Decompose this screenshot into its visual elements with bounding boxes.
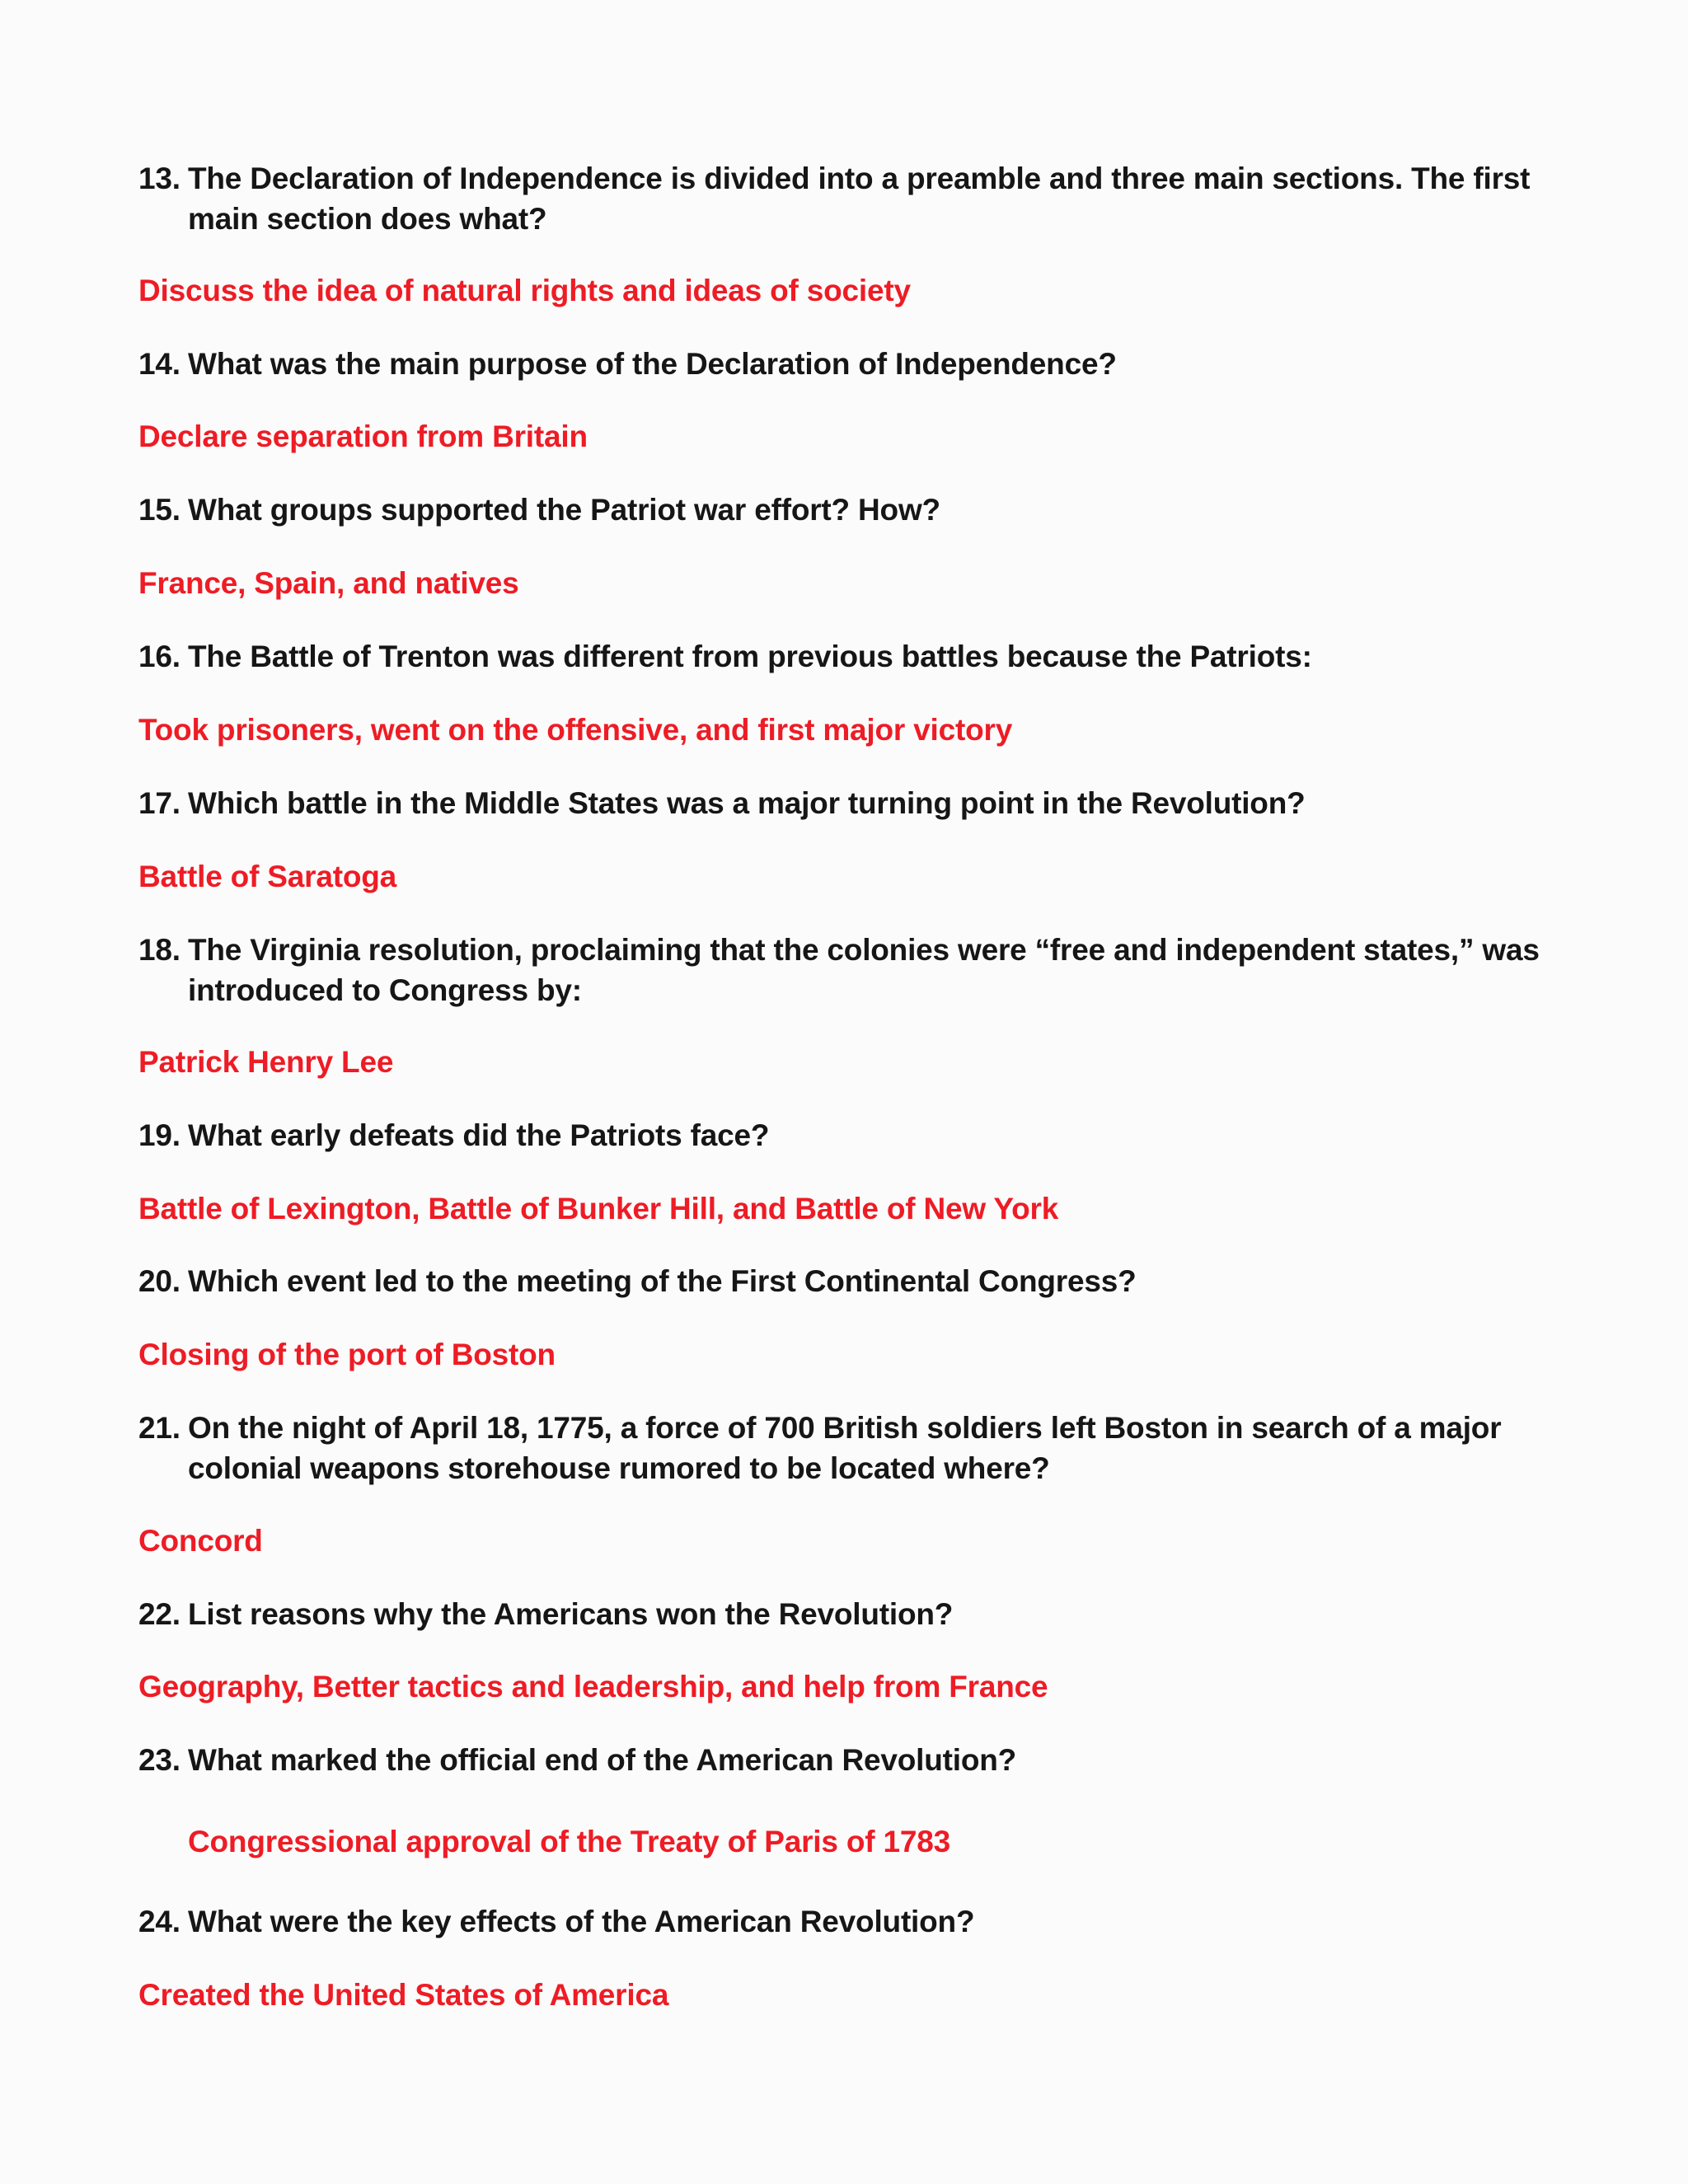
- question-text: On the night of April 18, 1775, a force of 700 British soldiers left Boston in search of a major colonial weapons storehouse rumored to be located where?: [188, 1411, 1502, 1485]
- question-number: 18.: [138, 933, 181, 967]
- question-text: The Virginia resolution, proclaiming that the colonies were “free and independent states,” was introduced to Congress by:: [188, 933, 1540, 1007]
- question-16: [138, 636, 1573, 677]
- question-20: [138, 1261, 1573, 1301]
- question-text: What early defeats did the Patriots face?: [188, 1118, 770, 1152]
- question-number: 21.: [138, 1411, 181, 1445]
- question-number: 24.: [138, 1905, 181, 1938]
- question-19: [138, 1115, 1573, 1155]
- question-number: 13.: [138, 162, 181, 195]
- question-13: [138, 158, 1573, 239]
- question-18: [138, 930, 1573, 1010]
- answer-15: France, Spain, and natives: [138, 566, 519, 600]
- answer-23: Congressional approval of the Treaty of Paris of 1783: [188, 1825, 950, 1858]
- answer-18: Patrick Henry Lee: [138, 1045, 394, 1079]
- answer-20: Closing of the port of Boston: [138, 1338, 556, 1371]
- question-number: 19.: [138, 1118, 181, 1152]
- question-text: What were the key effects of the American Revolution?: [188, 1905, 975, 1938]
- question-number: 22.: [138, 1597, 181, 1631]
- question-text: The Declaration of Independence is divided into a preamble and three main sections. The first main section does what?: [188, 162, 1531, 236]
- answer-16: Took prisoners, went on the offensive, and first major victory: [138, 713, 1013, 747]
- question-number: 14.: [138, 347, 181, 381]
- question-text: List reasons why the Americans won the Revolution?: [188, 1597, 954, 1631]
- answer-21: Concord: [138, 1524, 263, 1558]
- answer-19: Battle of Lexington, Battle of Bunker Hill, and Battle of New York: [138, 1192, 1059, 1226]
- question-number: 20.: [138, 1264, 181, 1298]
- question-text: Which battle in the Middle States was a major turning point in the Revolution?: [188, 786, 1306, 820]
- question-number: 15.: [138, 493, 181, 527]
- question-text: What was the main purpose of the Declaration of Independence?: [188, 347, 1117, 381]
- question-text: The Battle of Trenton was different from previous battles because the Patriots:: [188, 640, 1312, 673]
- question-text: What marked the official end of the American Revolution?: [188, 1743, 1017, 1777]
- answer-14: Declare separation from Britain: [138, 419, 588, 453]
- answer-24: Created the United States of America: [138, 1978, 669, 2012]
- question-23: [138, 1740, 1573, 1780]
- question-text: Which event led to the meeting of the First Continental Congress?: [188, 1264, 1137, 1298]
- question-22: [138, 1594, 1573, 1634]
- question-number: 16.: [138, 640, 181, 673]
- answer-13: Discuss the idea of natural rights and ideas of society: [138, 274, 911, 307]
- question-number: 23.: [138, 1743, 181, 1777]
- question-text: What groups supported the Patriot war effort? How?: [188, 493, 940, 527]
- question-15: [138, 490, 1573, 530]
- question-14: [138, 344, 1573, 384]
- question-17: [138, 783, 1573, 823]
- question-number: 17.: [138, 786, 181, 820]
- answer-17: Battle of Saratoga: [138, 860, 397, 893]
- question-21: [138, 1408, 1573, 1488]
- answer-22: Geography, Better tactics and leadership, and help from France: [138, 1670, 1048, 1704]
- question-24: [138, 1901, 1573, 1942]
